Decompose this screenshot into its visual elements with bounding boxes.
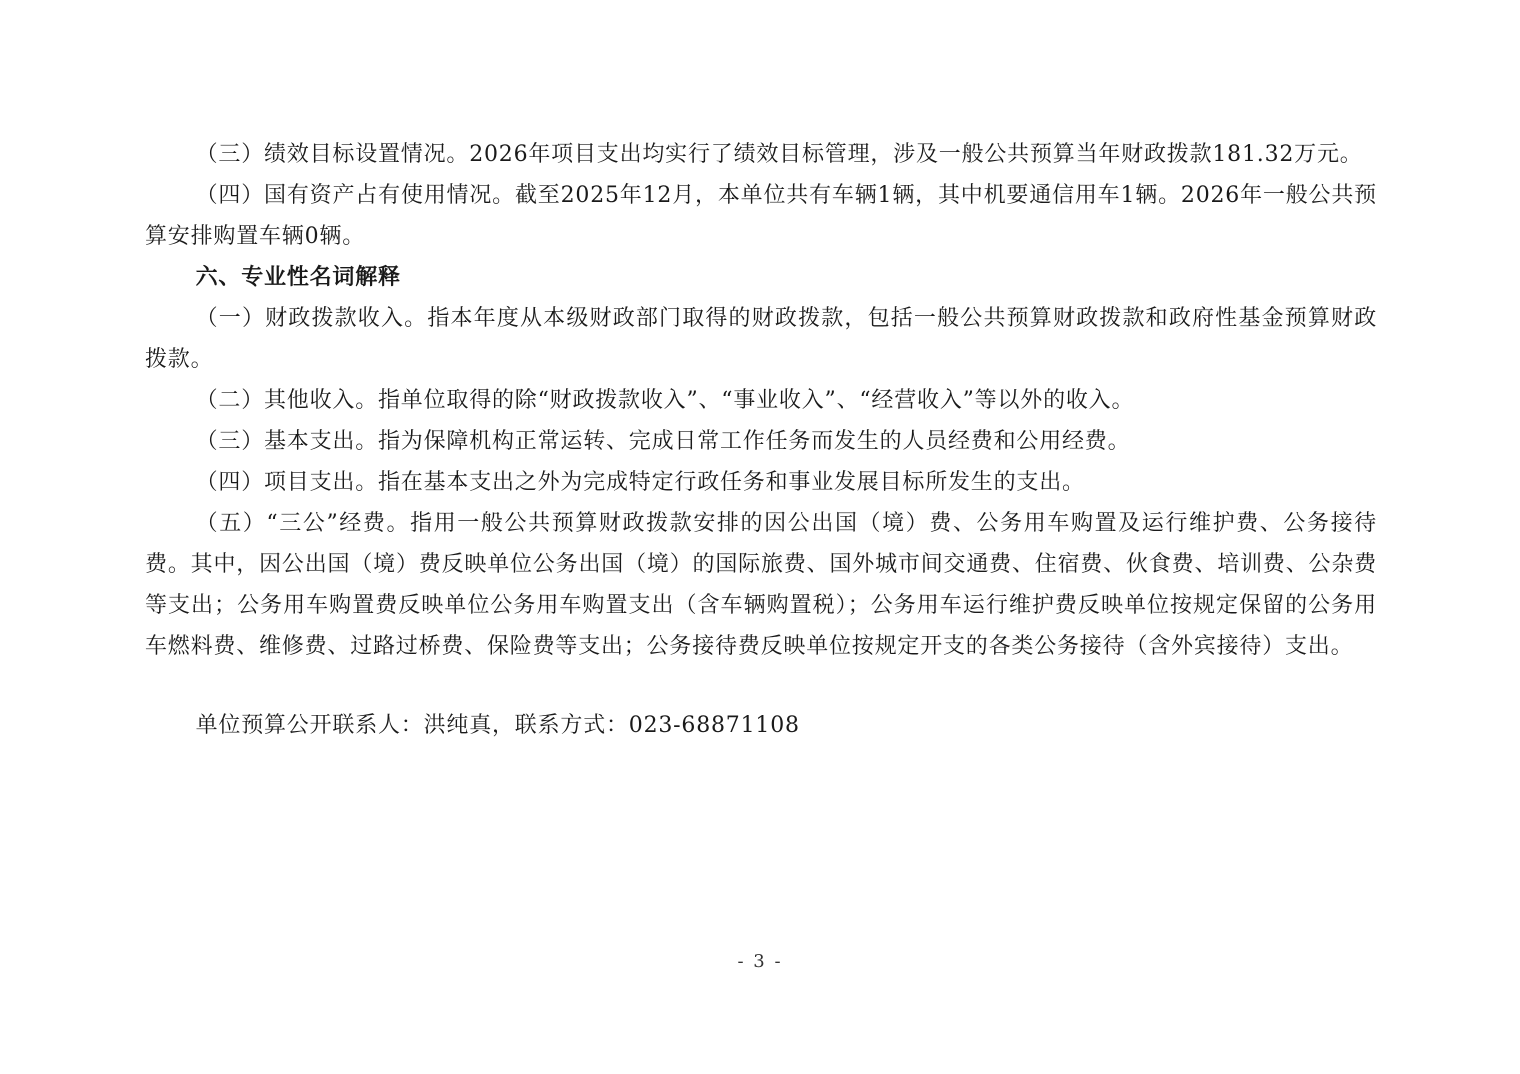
paragraph-performance-targets: （三）绩效目标设置情况。2026年项目支出均实行了绩效目标管理，涉及一般公共预算当年财政拨款181.32万元。 xyxy=(195,142,1363,167)
paragraph-state-assets: （四）国有资产占有使用情况。截至2025年12月，本单位共有车辆1辆，其中机要通信用车1辆。2026年一般公共预算安排购置车辆0辆。 xyxy=(145,183,1377,249)
paragraph-term-basic-expenditure: （三）基本支出。指为保障机构正常运转、完成日常工作任务而发生的人员经费和公用经费。 xyxy=(195,429,1131,454)
page-number: - 3 - xyxy=(737,951,783,972)
contact-info: 单位预算公开联系人：洪纯真，联系方式：023-68871108 xyxy=(195,713,800,738)
paragraph-term-three-public-expenses: （五）“三公”经费。指用一般公共预算财政拨款安排的因公出国（境）费、公务用车购置及运行维护费、公务接待费。其中，因公出国（境）费反映单位公务出国（境）的国际旅费、国外城市间交通费、住宿费、伙食费、培训费、公杂费等支出；公务用车购置费反映单位公务用车购置支出（含车辆购置税）；公务用车运行维护费反映单位按规定保留的公务用车燃料费、维修费、过路过桥费、保险费等支出；公务接待费反映单位按规定开支的各类公务接待（含外宾接待）支出。 xyxy=(145,511,1377,659)
document-body xyxy=(145,134,1377,746)
section-heading-terms: 六、专业性名词解释 xyxy=(195,265,401,290)
paragraph-term-fiscal-appropriation: （一）财政拨款收入。指本年度从本级财政部门取得的财政拨款，包括一般公共预算财政拨款和政府性基金预算财政拨款。 xyxy=(145,306,1377,372)
paragraph-term-project-expenditure: （四）项目支出。指在基本支出之外为完成特定行政任务和事业发展目标所发生的支出。 xyxy=(195,470,1085,495)
paragraph-term-other-income: （二）其他收入。指单位取得的除“财政拨款收入”、“事业收入”、“经营收入”等以外的收入。 xyxy=(195,388,1135,413)
